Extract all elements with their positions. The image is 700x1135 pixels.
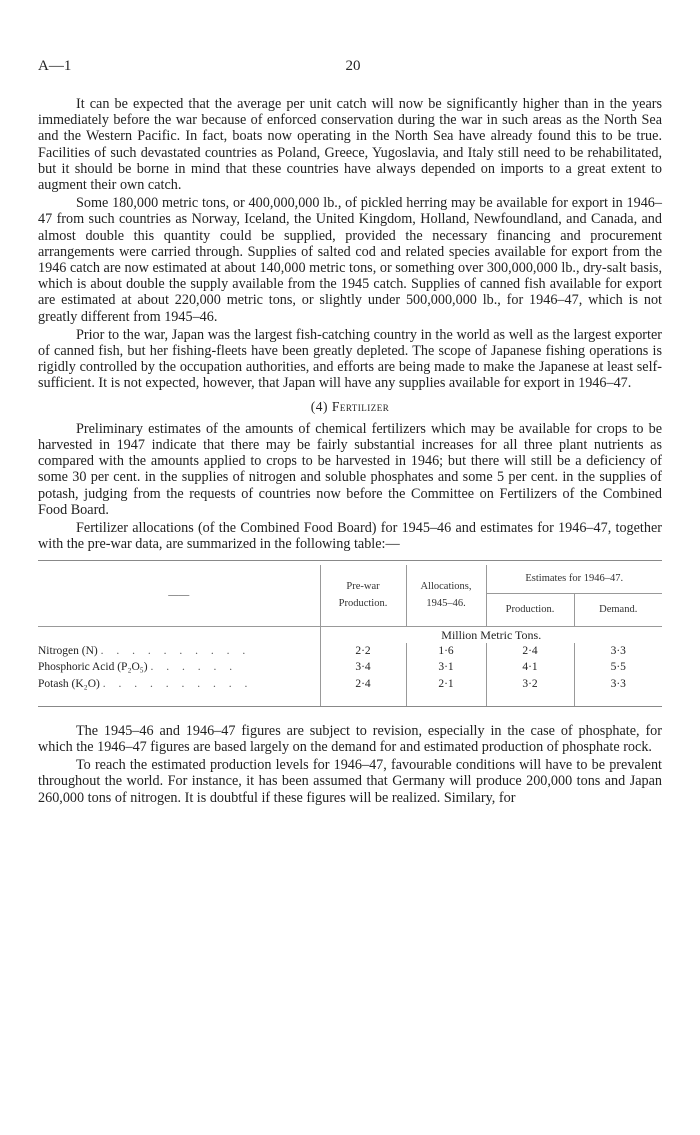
cell-allocations: 1·6 (406, 643, 486, 659)
cell-production: 4·1 (486, 659, 574, 675)
paragraph-production-levels: To reach the estimated production levels for 1946–47, favourable conditions will have to be prevalent throughout the world. For instance, it has been assumed that Germany will produce 200,000 tons and Japan 260,000 tons of nitrogen. It is doubtful if these figures will be realized. Similary, for (38, 757, 662, 806)
header-demand: Demand. (574, 593, 662, 626)
row-label: Potash (K₂O) (38, 677, 100, 690)
section-heading (38, 399, 662, 415)
section-title: Fertilizer (331, 398, 390, 414)
header-allocations: Allocations, 1945–46. (406, 565, 486, 626)
paragraph-fertilizer-estimates: Preliminary estimates of the amounts of chemical fertilizers which may be available for crops to be harvested in 1947 indicate that there may be fairly substantial increases for all three plant nutrients as compared with the amounts applied to crops to be harvested in 1946; but there will still be a deficiency of some 30 per cent. in the supplies of nitrogen and soluble phosphates and some 5 per cent. in the supplies of potash, judging from the requests of countries now before the Committee on Fertilizers of the Combined Food Board. (38, 420, 662, 518)
paragraph-japan: Prior to the war, Japan was the largest fish-catching country in the world as well as the largest exporter of canned fish, but her fishing-fleets have been greatly depleted. The scope of Japanese fishing operations is rigidly controlled by the occupation authorities, and efforts are being made to make the Japanese at least self-sufficient. It is not expected, however, that Japan will have any supplies available for export in 1946–47. (38, 326, 662, 392)
table-row: Nitrogen (N) . . . . . . . . . . 2·2 1·6 2·4 3·3 (38, 643, 662, 659)
fertilizer-table (38, 560, 662, 706)
paragraph-herring-cod: Some 180,000 metric tons, or 400,000,000 lb., of pickled herring may be available for export in 1946–47 from such countries as Norway, Iceland, the United Kingdom, Holland, Newfoundland, and Canada, and almost double this quantity could be supplied, provided the necessary financing and procurement arrangements were carried through. Supplies of salted cod and related species available for export from the 1946 catch are now estimated at about 140,000 metric tons, or something over 300,000,000 lb., dry-salt basis, which is about double the supply available from the 1945 catch. Supplies of canned fish available for export are estimated at about 220,000 metric tons, or slightly under 500,000,000 lb., for 1946–47, which is not greatly different from 1945–46. (38, 195, 662, 325)
page-number: 20 (345, 58, 361, 74)
header-estimates: Estimates for 1946–47. (486, 565, 662, 593)
header-prewar-production: Pre-war Production. (320, 565, 406, 626)
cell-allocations: 3·1 (406, 659, 486, 675)
cell-allocations: 2·1 (406, 676, 486, 692)
cell-prewar: 2·4 (320, 676, 406, 692)
page-header (38, 58, 668, 78)
table-row: Potash (K₂O) . . . . . . . . . . 2·4 2·1 3·2 3·3 (38, 676, 662, 692)
paragraph-fish-catch: It can be expected that the average per unit catch will now be significantly higher than in the years immediately before the war because of enforced conservation during the war in such areas as the North Sea and the Western Pacific. In fact, boats now operating in the North Sea have already found this to be true. Facilities of such devastated countries as Poland, Greece, Yugoslavia, and Italy still need to be rehabilitated, but it should be borne in mind that these countries have always depended on imports to a great extent to augment their own catch. (38, 96, 662, 194)
table-stub-header: —— (168, 589, 190, 601)
section-number: (4) (310, 398, 328, 414)
units-label: Million Metric Tons. (320, 626, 662, 643)
document-reference: A—1 (38, 58, 72, 74)
paragraph-fertilizer-allocations: Fertilizer allocations (of the Combined Food Board) for 1945–46 and estimates for 1946–47, together with the pre-war data, are summarized in the following table:— (38, 520, 662, 553)
cell-demand: 3·3 (574, 676, 662, 692)
row-label: Phosphoric Acid (P₂O₅) (38, 661, 148, 674)
cell-prewar: 2·2 (320, 643, 406, 659)
row-label: Nitrogen (N) (38, 645, 98, 658)
document-body (38, 96, 662, 808)
cell-prewar: 3·4 (320, 659, 406, 675)
table-row: Phosphoric Acid (P₂O₅) . . . . . . 3·4 3·1 4·1 5·5 (38, 659, 662, 675)
cell-production: 3·2 (486, 676, 574, 692)
cell-demand: 3·3 (574, 643, 662, 659)
cell-demand: 5·5 (574, 659, 662, 675)
header-production: Production. (486, 593, 574, 626)
cell-production: 2·4 (486, 643, 574, 659)
paragraph-revision-note: The 1945–46 and 1946–47 figures are subject to revision, especially in the case of phosphate, for which the 1946–47 figures are based largely on the demand for and estimated production of phosphate rock. (38, 722, 662, 755)
